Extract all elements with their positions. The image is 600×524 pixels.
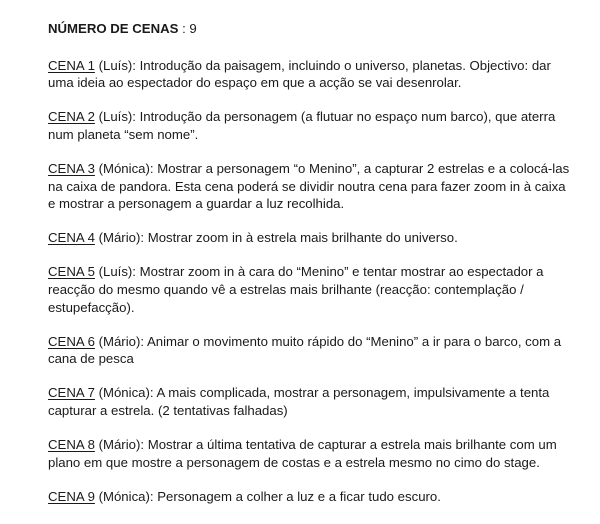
scene-paragraph-7 [48,384,570,419]
scene-paragraph-6 [48,333,570,368]
scene-description: Mostrar zoom in à cara do “Menino” e tentar mostrar ao espectador a reacção do mesmo quando vê a estrelas mais brilhante (reacção: contemplação / estupefacção). [48,264,544,315]
scene-paragraph-3 [48,160,570,213]
document-title [48,20,570,38]
scene-paragraph-2 [48,108,570,143]
scene-description: Personagem a colher a luz e a ficar tudo escuro. [157,488,441,504]
scene-author: (Mário): [98,437,145,452]
scene-label: CENA 8 [48,437,95,452]
scene-author: (Luís): [98,264,136,280]
scene-description: Introdução da personagem (a flutuar no espaço num barco), que aterra num planeta “sem nome”. [48,109,556,142]
scene-label: CENA 3 [48,160,95,176]
scene-author: (Mónica): [98,160,154,176]
scene-label: CENA 6 [48,333,95,349]
scene-label: CENA 4 [48,230,95,246]
scene-label: CENA 5 [48,264,95,280]
scene-author: (Mónica): [98,488,154,504]
scene-paragraph-5 [48,263,570,316]
scene-label: CENA 9 [48,488,95,504]
document-title-label: NÚMERO DE CENAS [48,21,179,36]
scene-paragraph-9 [48,488,570,506]
scene-description: Animar o movimento muito rápido do “Menino” a ir para o barco, com a cana de pesca [48,333,562,367]
scene-description: Mostrar a última tentativa de capturar a estrela mais brilhante com um plano em que mostre a personagem de costas e a estrela mesmo no cimo do stage. [48,437,557,470]
scene-author: (Mónica): [98,385,154,401]
scene-description: A mais complicada, mostrar a personagem, impulsivamente a tenta capturar a estrela. (2 tentativas falhadas) [48,385,550,418]
document-title-value: : 9 [182,21,197,36]
scene-label: CENA 7 [48,385,95,401]
scene-author: (Luís): [98,109,136,125]
scene-author: (Luís): [98,57,136,73]
scene-author: (Mário): [98,230,145,246]
scene-paragraph-4 [48,229,570,247]
scene-author: (Mário): [98,333,145,349]
scene-description: Mostrar a personagem “o Menino”, a capturar 2 estrelas e a colocá-las na caixa de pandora. Esta cena poderá se dividir noutra cena para fazer zoom in à caixa e mostrar a personagem a guardar a luz recolhida. [48,160,570,212]
scene-description: Mostrar zoom in à estrela mais brilhante do universo. [147,230,458,246]
scene-paragraph-8 [48,436,570,471]
scene-label: CENA 1 [48,57,95,73]
scene-label: CENA 2 [48,109,95,125]
scene-description: Introdução da paisagem, incluindo o universo, planetas. Objectivo: dar uma ideia ao espectador do espaço em que a acção se vai desenrolar. [48,57,551,91]
scene-paragraph-1 [48,57,570,92]
